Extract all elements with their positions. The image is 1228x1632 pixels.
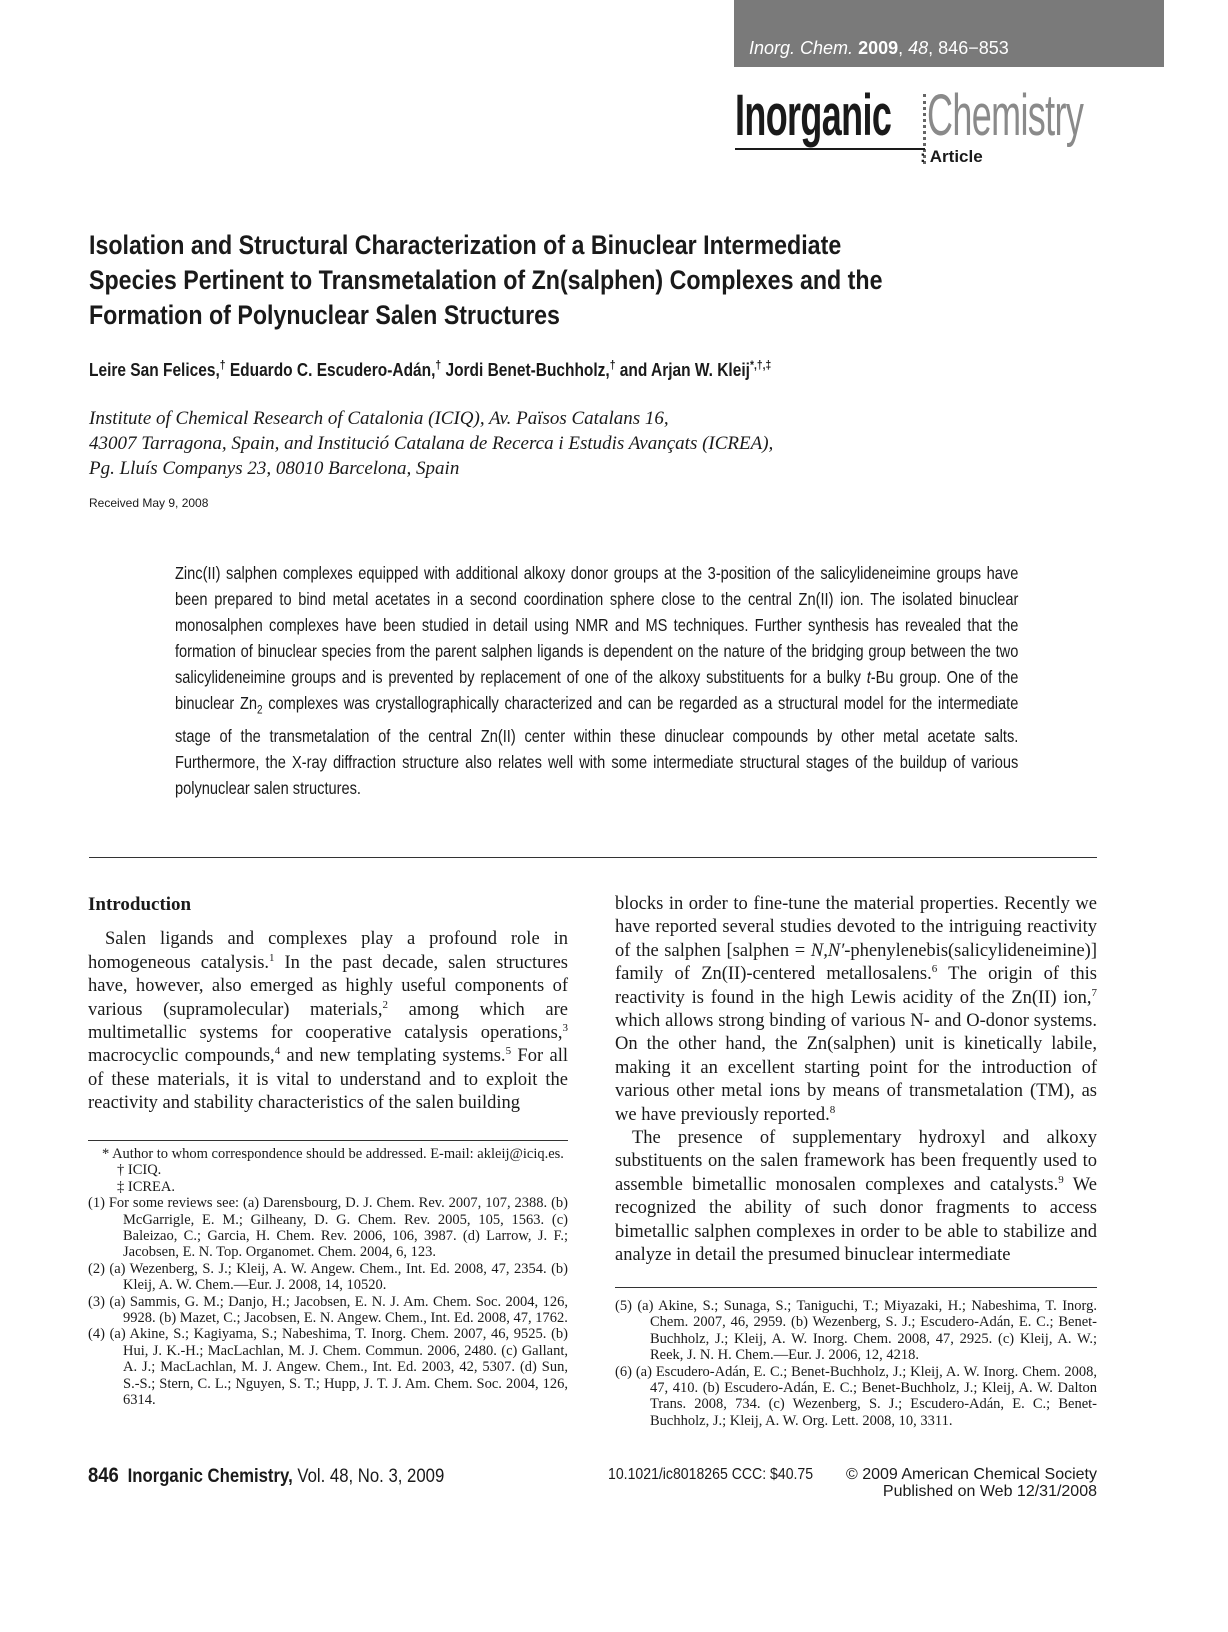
left-column	[88, 893, 568, 1116]
citation-ref: 8	[829, 1103, 836, 1116]
body-text: We recognized the ability of such donor fragments to access bimetallic salphen complexes in order to be able to stabilize and analyze in detail the presumed binuclear intermediate	[615, 1174, 1097, 1266]
title-line: Species Pertinent to Transmetalation of Zn(salphen) Complexes and the	[89, 265, 883, 295]
body-paragraph	[615, 893, 1097, 1127]
logo-rule	[735, 148, 925, 150]
title-line: Formation of Polynuclear Salen Structures	[89, 300, 560, 330]
citation-ref: 3	[562, 1021, 568, 1034]
correspondence-note: * Author to whom correspondence should be addressed. E-mail: akleij@iciq.es.	[102, 1146, 564, 1162]
affiliation-line: Institute of Chemical Research of Catalonia (ICIQ), Av. Països Catalans 16,	[89, 408, 669, 429]
author-affiliation-mark: †	[219, 358, 226, 372]
reference-item: (3) (a) Sammis, G. M.; Danjo, H.; Jacobsen, E. N. J. Am. Chem. Soc. 2004, 126, 9928. (b) Mazet, C.; Jacobsen, E. N. Angew. Chem., Int. Ed. 2008, 47, 1762.	[88, 1293, 568, 1327]
author: Leire San Felices,	[89, 360, 220, 380]
body-text: -phenylenebis(salicylideneimine)] family of Zn(II)-centered metallosalens.	[615, 940, 1097, 985]
citation-ref: 5	[505, 1045, 512, 1058]
body-text: macrocyclic compounds,	[88, 1046, 275, 1067]
author: Jordi Benet-Buchholz,	[441, 360, 610, 380]
body-paragraph	[615, 1127, 1097, 1267]
reference-item: (2) (a) Wezenberg, S. J.; Kleij, A. W. Angew. Chem., Int. Ed. 2008, 47, 2354. (b) Kleij, A. W. Chem.—Eur. J. 2008, 14, 10520.	[88, 1260, 568, 1294]
body-text: among which are multimetallic systems for cooperative catalysis operations,	[88, 999, 568, 1044]
citation-pages: 846−853	[938, 38, 1009, 58]
footer-journal: Inorganic Chemistry,	[127, 1466, 293, 1487]
logo-inorganic: Inorganic	[735, 83, 892, 148]
author-affiliation-mark: †	[609, 358, 616, 372]
affiliation-line: Pg. Lluís Companys 23, 08010 Barcelona, Spain	[89, 458, 460, 479]
footer-issue: Vol. 48, No. 3, 2009	[292, 1466, 445, 1487]
article-title	[89, 228, 983, 333]
author-affiliation-mark: *,†,‡	[749, 358, 772, 372]
reference-item: (5) (a) Akine, S.; Sunaga, S.; Taniguchi, T.; Miyazaki, H.; Nabeshima, T. Inorg. Chem. 2007, 46, 2959. (b) Wezenberg, S. J.; Escudero-Adán, E. C.; Benet-Buchholz, J.; Kleij, A. W. Inorg. Chem. 2008, 47, 2925. (c) Kleij, A. W.; Reek, J. N. H. Chem.—Eur. J. 2006, 12, 4218.	[615, 1298, 1097, 1364]
body-text: For all of these materials, it is vital to understand and to exploit the reactivity and stability characteristics of the salen building	[88, 1046, 568, 1114]
logo-chemistry: Chemistry	[927, 83, 1084, 148]
abstract-italic: t	[866, 667, 871, 687]
body-text: and new templating systems.	[280, 1046, 506, 1067]
footnote-rule	[615, 1287, 1097, 1288]
citation-ref: 1	[269, 951, 275, 964]
affiliation-note: † ICIQ.	[117, 1162, 162, 1179]
affiliations	[89, 406, 773, 481]
journal-citation: Inorg. Chem. 2009, 48, 846−853	[749, 38, 1009, 58]
author: and Arjan W. Kleij	[615, 360, 750, 380]
abstract-text: -Bu group. One of the binuclear Zn	[175, 667, 1019, 713]
footnotes-left	[88, 1146, 568, 1409]
body-text: The origin of this reactivity is found in the high Lewis acidity of the Zn(II) ion,	[615, 964, 1097, 1008]
footer-publication	[840, 1466, 1097, 1500]
right-column	[615, 893, 1097, 1268]
body-text: Salen ligands and complexes play a profound role in homogeneous catalysis.	[88, 929, 568, 973]
logo-article-tag: : Article	[920, 147, 983, 166]
doi: 10.1021/ic8018265 CCC: $40.75	[608, 1466, 814, 1483]
abstract-text: Zinc(II) salphen complexes equipped with additional alkoxy donor groups at the 3-position of the salicylideneimine groups have been prepared to bind metal acetates in a second coordination sphere close to the central Zn(II) ion. The isolated binuclear monosalphen complexes have been studied in detail using NMR and MS techniques. Further synthesis has revealed that the formation of binuclear species from the parent salphen ligands is dependent on the nature of the bridging group between the two salicylideneimine groups and is prevented by replacement of one of the alkoxy substituents for a bulky	[175, 563, 1019, 687]
citation-ref: 6	[931, 963, 938, 976]
journal-abbrev: Inorg. Chem.	[749, 38, 854, 58]
author: Eduardo C. Escudero-Adán,	[225, 360, 436, 380]
page-number: 846	[88, 1464, 119, 1487]
abstract	[175, 560, 1018, 801]
affiliation-note: ‡ ICREA.	[117, 1178, 175, 1195]
published-date: Published on Web 12/31/2008	[882, 1483, 1097, 1500]
abstract-subscript: 2	[257, 702, 263, 717]
citation-volume: 48	[908, 38, 929, 58]
affiliation-line: 43007 Tarragona, Spain, and Institució Catalana de Recerca i Estudis Avançats (ICREA),	[89, 433, 774, 454]
article-tag-label: Article	[929, 147, 983, 166]
author-list	[89, 360, 771, 381]
citation-ref: 4	[274, 1045, 281, 1058]
footnotes-right	[615, 1298, 1097, 1429]
citation-ref: 2	[382, 998, 388, 1011]
author-affiliation-mark: †	[435, 358, 442, 372]
body-text: blocks in order to fine-tune the material properties. Recently we have reported several studies devoted to the intriguing reactivity of the salphen [salphen =	[615, 894, 1097, 961]
body-paragraph	[88, 928, 568, 1115]
section-heading: Introduction	[88, 894, 192, 915]
page-footer	[88, 1464, 444, 1488]
reference-item: (6) (a) Escudero-Adán, E. C.; Benet-Buchholz, J.; Kleij, A. W. Inorg. Chem. 2008, 47, 410. (b) Escudero-Adán, E. C.; Benet-Buchholz, J.; Kleij, A. W. Dalton Trans. 2008, 734. (c) Wezenberg, S. J.; Escudero-Adán, E. C.; Benet-Buchholz, J.; Kleij, A. W. Org. Lett. 2008, 10, 3311.	[615, 1363, 1097, 1429]
journal-logo	[735, 82, 1135, 172]
received-date: Received May 9, 2008	[89, 496, 209, 510]
abstract-text: complexes was crystallographically characterized and can be regarded as a structural model for the intermediate stage of the transmetalation of the central Zn(II) center within these dinuclear compounds by other metal acetate salts. Furthermore, the X-ray diffraction structure also relates well with some intermediate structural stages of the buildup of various polynuclear salen structures.	[175, 693, 1019, 798]
footnote-rule	[88, 1140, 568, 1141]
body-text: In the past decade, salen structures have, however, also emerged as highly useful components of various (supramolecular) materials,	[88, 952, 568, 1020]
citation-ref: 7	[1091, 986, 1097, 999]
citation-year: 2009	[858, 38, 899, 58]
body-text: which allows strong binding of various N- and O-donor systems. On the other hand, the Zn(salphen) unit is kinetically labile, making it an excellent starting point for the introduction of various other metal ions by means of transmetalation (TM), as we have previously reported.	[615, 1011, 1097, 1125]
section-divider	[89, 857, 1097, 858]
title-line: Isolation and Structural Characterization of a Binuclear Intermediate	[89, 230, 842, 260]
copyright: © 2009 American Chemical Society	[845, 1466, 1097, 1483]
reference-item: (4) (a) Akine, S.; Kagiyama, S.; Nabeshima, T. Inorg. Chem. 2007, 46, 9525. (b) Hui, J. K.-H.; MacLachlan, M. J. Chem. Commun. 2006, 2480. (c) Gallant, A. J.; MacLachlan, M. J. Angew. Chem., Int. Ed. 2003, 42, 5307. (d) Sun, S.-S.; Stern, C. L.; Nguyen, S. T.; Hupp, J. T. J. Am. Chem. Soc. 2004, 126, 6314.	[88, 1326, 568, 1409]
reference-item: (1) For some reviews see: (a) Darensbourg, D. J. Chem. Rev. 2007, 107, 2388. (b) McGarrigle, E. M.; Gilheany, D. G. Chem. Rev. 2005, 105, 1563. (c) Baleizao, C.; Garcia, H. Chem. Rev. 2006, 106, 3987. (d) Larrow, J. F.; Jacobsen, E. N. Top. Organomet. Chem. 2004, 6, 123.	[88, 1195, 568, 1261]
body-italic: N,N′	[810, 940, 845, 961]
body-text: The presence of supplementary hydroxyl and alkoxy substituents on the salen framework has been frequently used to assemble bimetallic monosalen complexes and catalysts.	[615, 1128, 1097, 1195]
citation-ref: 9	[1058, 1173, 1064, 1186]
